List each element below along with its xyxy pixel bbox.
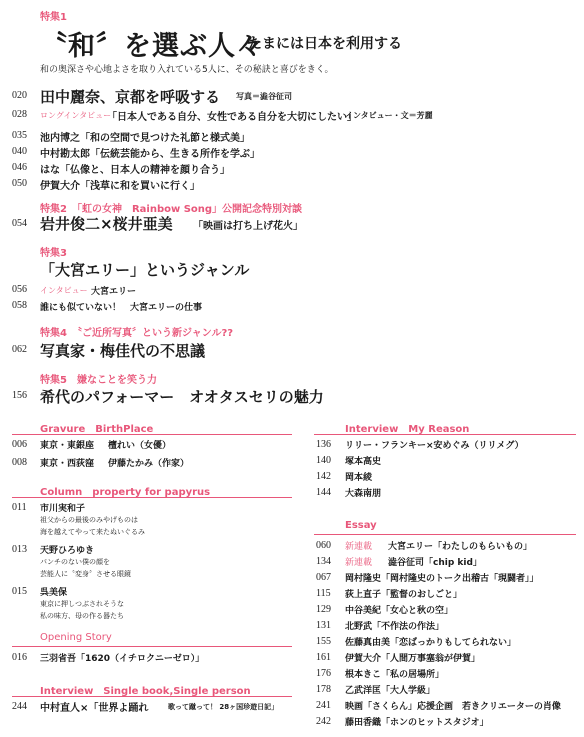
feature1-title: 〝和〞を選ぶ人々 — [40, 31, 264, 62]
feature1-lead: 和の奥深さや心地よさを取り入れている5人に、その秘訣と喜びをきく。 — [40, 65, 334, 75]
feature2-sub: 「映画は打ち上げ花火」 — [193, 221, 303, 232]
page-number: 028 — [12, 109, 27, 120]
page-number: 046 — [12, 162, 27, 173]
item-tag: インタビュー — [40, 286, 88, 295]
item-line: 芸能人に〝変身〞させる眼鏡 — [40, 570, 131, 578]
page-number: 176 — [316, 668, 331, 679]
page-number: 129 — [316, 604, 331, 615]
page-number: 161 — [316, 652, 331, 663]
page-number: 144 — [316, 487, 331, 498]
item-title: 藤田香織「ホンのヒットスタジオ」 — [345, 718, 489, 728]
item-line: 祖父からの最後のみやげものは — [40, 516, 138, 524]
page-number: 015 — [12, 586, 27, 597]
page-number: 067 — [316, 572, 331, 583]
item-title: 北野武「不作法の作法」 — [345, 622, 445, 632]
item-title: 伊藤たかみ（作家） — [108, 459, 190, 469]
item-line: 海を越えてやって来たぬいぐるみ — [40, 528, 145, 536]
page-number: 016 — [12, 652, 27, 663]
feature1-label: 特集1 — [40, 12, 67, 23]
item-title: 澁谷征司「chip kid」 — [388, 558, 482, 568]
feature1-subtitle: たまには日本を利用する — [248, 36, 402, 52]
item-title: 大宮エリー — [91, 287, 137, 297]
item-title: 岡本綾 — [345, 473, 373, 483]
page-number: 242 — [316, 716, 331, 727]
item-line: 東京に押しつぶされそうな — [40, 600, 124, 608]
item-title: 中谷美紀「女心と秋の空」 — [345, 606, 454, 616]
item-title: 乙武洋匡「大人学級」 — [345, 686, 436, 696]
item-sub: 歌って蹴って！ 28ヶ国珍遊日記」 — [168, 703, 279, 711]
item-title: 池内博之「和の空間で見つけた礼節と様式美」 — [40, 133, 250, 144]
interview-reason-label: Interview My Reason — [345, 424, 470, 435]
item-title: 檀れい（女優） — [108, 441, 172, 451]
column-label: Column property for papyrus — [40, 487, 211, 498]
essay-label: Essay — [345, 520, 377, 531]
interview-single-label: Interview Single book,Single person — [40, 686, 251, 697]
page-number: 060 — [316, 540, 331, 551]
item-tag: 新連載 — [345, 558, 373, 568]
page-number: 178 — [316, 684, 331, 695]
page-number: 050 — [12, 178, 27, 189]
page-number: 056 — [12, 284, 27, 295]
item-title: 中村勘太郎「伝統芸能から、生きる所作を学ぶ」 — [40, 149, 260, 160]
page-number: 241 — [316, 700, 331, 711]
item-title: 「日本人である自分、女性である自分を大切にしたい」 — [107, 112, 357, 123]
item-title: 岡村隆史「岡村隆史のトーク出稽古「現闘者」」 — [345, 574, 539, 584]
section-divider — [12, 646, 292, 647]
page-number: 142 — [316, 471, 331, 482]
page-number: 035 — [12, 130, 27, 141]
item-title: はな「仏像と、日本人の精神を顔り合う」 — [40, 165, 230, 176]
item-title: 大宮エリー「わたしのもらいもの」 — [388, 542, 533, 552]
item-title: 荻上直子「監督のおしごと」 — [345, 590, 463, 600]
gravure-label: Gravure BirthPlace — [40, 424, 154, 435]
item-title: 根本きこ「私の居場所」 — [345, 670, 445, 680]
page-number: 062 — [12, 344, 27, 355]
page-number: 020 — [12, 90, 27, 101]
page-number: 054 — [12, 218, 27, 229]
page-number: 244 — [12, 701, 27, 712]
item-title: 佐藤真由美「恋ばっかりもしてられない」 — [345, 638, 517, 648]
item-title: 誰にも似ていない！ 大宮エリーの仕事 — [40, 303, 203, 313]
item-title: 塚本高史 — [345, 457, 382, 467]
item-title: リリー・フランキー×安めぐみ（リリメグ） — [345, 441, 524, 451]
item-title: 伊賀大介「浅草に和を買いに行く」 — [40, 181, 200, 192]
item-tag: 新連載 — [345, 542, 373, 552]
item-line: 私の味方、母の作る器たち — [40, 612, 124, 620]
section-divider — [12, 497, 292, 498]
item-line: パンチのない僕の顔を — [40, 558, 110, 566]
page-number: 155 — [316, 636, 331, 647]
item-credit: インタビュー・文＝芳麗 — [345, 111, 433, 120]
page-number: 011 — [12, 502, 27, 513]
page-number: 008 — [12, 457, 27, 468]
item-name: 天野ひろゆき — [40, 546, 95, 556]
item-title: 中村直人×「世界よ踊れ — [40, 703, 149, 714]
page-number: 058 — [12, 300, 27, 311]
item-tag: ロングインタビュー — [40, 111, 112, 120]
item-place: 東京・東銀座 — [40, 441, 95, 451]
section-divider — [12, 434, 292, 435]
item-credit: 写真＝澁谷征司 — [236, 92, 292, 101]
item-place: 東京・西荻窪 — [40, 459, 95, 469]
page-number: 136 — [316, 439, 331, 450]
opening-label: Opening Story — [40, 632, 112, 643]
page-number: 115 — [316, 588, 331, 599]
section-divider — [314, 534, 576, 535]
item-title: 伊賀大介「人間万事塞翁が伊賀」 — [345, 654, 481, 664]
item-name: 呉美保 — [40, 588, 68, 598]
item-title: 大森南朋 — [345, 489, 382, 499]
feature3-label: 特集3 — [40, 248, 67, 259]
page-number: 006 — [12, 439, 27, 450]
feature3-title: 「大宮エリー」というジャンル — [40, 261, 250, 279]
feature5-title: 希代のパフォーマー オオタスセリの魅力 — [40, 388, 324, 406]
feature4-title: 写真家・梅佳代の不思議 — [40, 342, 206, 360]
section-divider — [314, 434, 576, 435]
feature2-label: 特集2 「虹の女神 Rainbow Song」公開記念特別対談 — [40, 204, 303, 215]
page-number: 040 — [12, 146, 27, 157]
feature4-label: 特集4 〝ご近所写真〞という新ジャンル?? — [40, 328, 234, 339]
item-title: 田中麗奈、京都を呼吸する — [40, 88, 221, 106]
section-divider — [12, 696, 292, 697]
item-title: 三羽省吾「1620（イチロクニーゼロ）」 — [40, 654, 205, 664]
page-number: 156 — [12, 390, 27, 401]
item-name: 市川実和子 — [40, 504, 86, 514]
item-title: 映画「さくらん」応援企画 若きクリエーターの肖像 — [345, 702, 561, 712]
page-number: 140 — [316, 455, 331, 466]
page-number: 131 — [316, 620, 331, 631]
page-number: 134 — [316, 556, 331, 567]
feature2-title: 岩井俊二×桜井亜美 — [40, 215, 173, 233]
feature5-label: 特集5 嫌なことを笑う力 — [40, 375, 157, 386]
page-number: 013 — [12, 544, 27, 555]
